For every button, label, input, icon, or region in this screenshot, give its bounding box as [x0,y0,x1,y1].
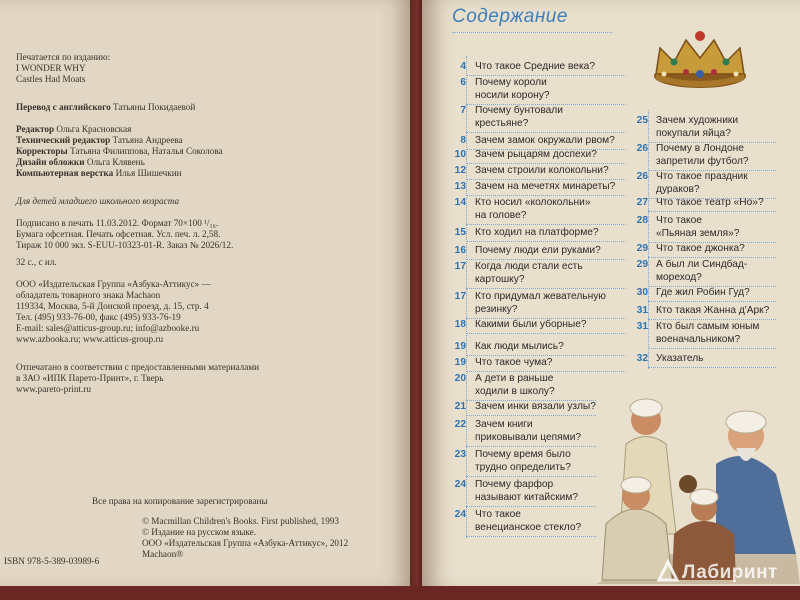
credit-line: Дизайн обложки Ольга Клявень [16,157,145,167]
publisher-line: www.azbooka.ru; www.atticus-group.ru [16,334,164,344]
toc-entry-title: Почему бунтовали крестьяне? [475,105,563,129]
pages-count: 32 с., с ил. [16,257,57,267]
toc-separator [648,211,776,212]
toc-page-number: 17 [454,261,466,272]
toc-page-number: 23 [454,449,466,460]
toc-entry-title: Зачем книги приковывали цепями? [475,419,582,443]
toc-page-number: 16 [454,245,466,256]
print-info-line: Тираж 10 000 экз. S-EUU-10323-01-R. Заказ № 2026/12. [16,240,234,250]
toc-entry-title: Почему фарфор называют китайским? [475,479,579,503]
toc-page-number: 12 [454,165,466,176]
toc-entry-title: Какими были уборные? [475,319,587,330]
credit-line: Корректоры Татьяна Филиппова, Наталья Соколова [16,146,223,156]
imprint-line: Печатается по изданию: [16,52,111,62]
copyright-block [142,516,348,560]
toc-separator [466,333,626,334]
toc-entry-title: Что такое джонка? [656,243,745,254]
toc-entry-title: Что такое театр «Но»? [656,197,764,208]
toc-entry-title: Зачем инки вязали узлы? [475,401,596,412]
copyright-line: Machaon® [142,549,184,559]
toc-entry-title: Кто придумал жевательную резинку? [475,291,606,315]
toc-separator [466,132,626,133]
toc-divider-line [648,110,649,369]
toc-page-number: 24 [454,509,466,520]
credit-line: Технический редактор Татьяна Андреева [16,135,183,145]
toc-page-number: 6 [460,77,466,88]
toc-page-number: 29 [636,243,648,254]
toc-entry-title: Что такое чума? [475,357,553,368]
toc-entry-title: А дети в раньше ходили в школу? [475,373,555,397]
toc-page-number: 14 [454,197,466,208]
printed-line: в ЗАО «ИПК Парето-Принт», г. Тверь [16,373,164,383]
toc-page-number: 19 [454,341,466,352]
toc-page-number: 31 [636,305,648,316]
isbn: ISBN 978-5-389-03989-6 [4,556,100,566]
copyright-line: © Издание на русском языке. [142,527,257,537]
toc-entry-title: Кто носил «колокольни» на голове? [475,197,591,221]
print-info-line: Подписано в печать 11.03.2012. Формат 70×100 ¹/₁₆. [16,218,219,228]
publisher-line: 119334, Москва, 5-й Донской проезд, д. 15, стр. 4 [16,301,209,311]
toc-entry-title: Зачем рыцарям доспехи? [475,149,597,160]
toc-entry-title: Зачем строили колокольни? [475,165,609,176]
printed-line: www.pareto-print.ru [16,384,91,394]
title-rule [452,32,612,33]
toc-page-number: 28 [636,215,648,226]
toc-separator [648,348,776,349]
toc-separator [466,224,626,225]
toc-page-number: 18 [454,319,466,330]
publisher-line: E-mail: sales@atticus-group.ru; info@azbooke.ru [16,323,200,333]
toc-entry-title: Почему в Лондоне запретили футбол? [656,143,749,167]
toc-entry-title: Зачем на мечетях минареты? [475,181,616,192]
toc-page-number: 21 [454,401,466,412]
labyrinth-logo-icon [655,558,681,584]
toc-page-number: 10 [454,149,466,160]
toc-page-number: 19 [454,357,466,368]
toc-entry-title: Указатель [656,353,704,364]
toc-page-number: 15 [454,227,466,238]
toc-page-number: 22 [454,419,466,430]
credit-line: Редактор Ольга Красновская [16,124,132,134]
toc-page-number: 32 [636,353,648,364]
toc-page-number: 25 [636,115,648,126]
toc-page-number: 4 [460,61,466,72]
rights-note: Все права на копирование зарегистрированы [92,496,268,506]
toc-entry-title: Как люди мылись? [475,341,564,352]
publisher-line: обладатель товарного знака Machaon [16,290,161,300]
age-note: Для детей младшего школьного возраста [16,196,180,206]
imprint-line: I WONDER WHY [16,63,86,73]
toc-page-number: 17 [454,291,466,302]
toc-page-number: 26 [636,143,648,154]
toc-entry-title: Почему короли носили корону? [475,77,550,101]
toc-entry-title: Кто такая Жанна д'Арк? [656,305,770,316]
scholars-illustration [596,384,800,584]
toc-page-number: 30 [636,287,648,298]
copyright-line: ООО «Издательская Группа «Азбука-Аттикус», 2012 [142,538,349,548]
toc-page-number: 7 [460,105,466,116]
translation-line: Перевод с английского Татьяны Покидаевой [16,102,196,112]
toc-entry-title: Кто ходил на платформе? [475,227,599,238]
toc-entry-title: Когда люди стали есть картошку? [475,261,583,285]
toc-divider-line [466,56,467,538]
toc-separator [466,241,626,242]
toc-separator [648,367,776,368]
toc-entry-title: Почему люди ели руками? [475,245,601,256]
credit-line: Компьютерная верстка Илья Шишечкин [16,168,182,178]
toc-page-number: 8 [460,135,466,146]
imprint-line: Castles Had Moats [16,74,86,84]
toc-page-number: 24 [454,479,466,490]
toc-page-number: 26 [636,171,648,182]
printed-line: Отпечатано в соответствии с предоставленными материалами [16,362,260,372]
toc-entry-title: А был ли Синдбад- мореход? [656,259,748,283]
imprint-block [16,52,406,395]
contents-title: Содержание [452,6,568,27]
toc-entry-title: Кто был самым юным военачальником? [656,321,760,345]
watermark: Лабиринт [682,562,778,583]
toc-entry-title: Зачем замок окружали рвом? [475,135,615,146]
toc-entry-title: Где жил Робин Гуд? [656,287,750,298]
toc-entry-title: Что такое Средние века? [475,61,595,72]
toc-page-number: 27 [636,197,648,208]
toc-entry-title: Зачем художники покупали яйца? [656,115,739,139]
toc-page-number: 20 [454,373,466,384]
toc-page-number: 29 [636,259,648,270]
crown-illustration [650,28,750,90]
toc-separator [648,301,776,302]
toc-entry-title: Почему время было трудно определить? [475,449,571,473]
print-info-line: Бумага офсетная. Печать офсетная. Усл. печ. л. 2,58. [16,229,221,239]
toc-entry-title: Что такое «Пьяная земля»? [656,215,740,239]
toc-entry-title: Что такое праздник дураков? [656,171,748,195]
copyright-line: © Macmillan Children's Books. First published, 1993 [142,516,339,526]
toc-entry-title: Что такое венецианское стекло? [475,509,582,533]
toc-page-number: 31 [636,321,648,332]
cover-edge [0,586,800,600]
toc-page-number: 13 [454,181,466,192]
toc-separator [466,288,626,289]
publisher-line: ООО «Издательская Группа «Азбука-Аттикус» — [16,279,211,289]
publisher-line: Тел. (495) 933-76-00, факс (495) 933-76-19 [16,312,181,322]
